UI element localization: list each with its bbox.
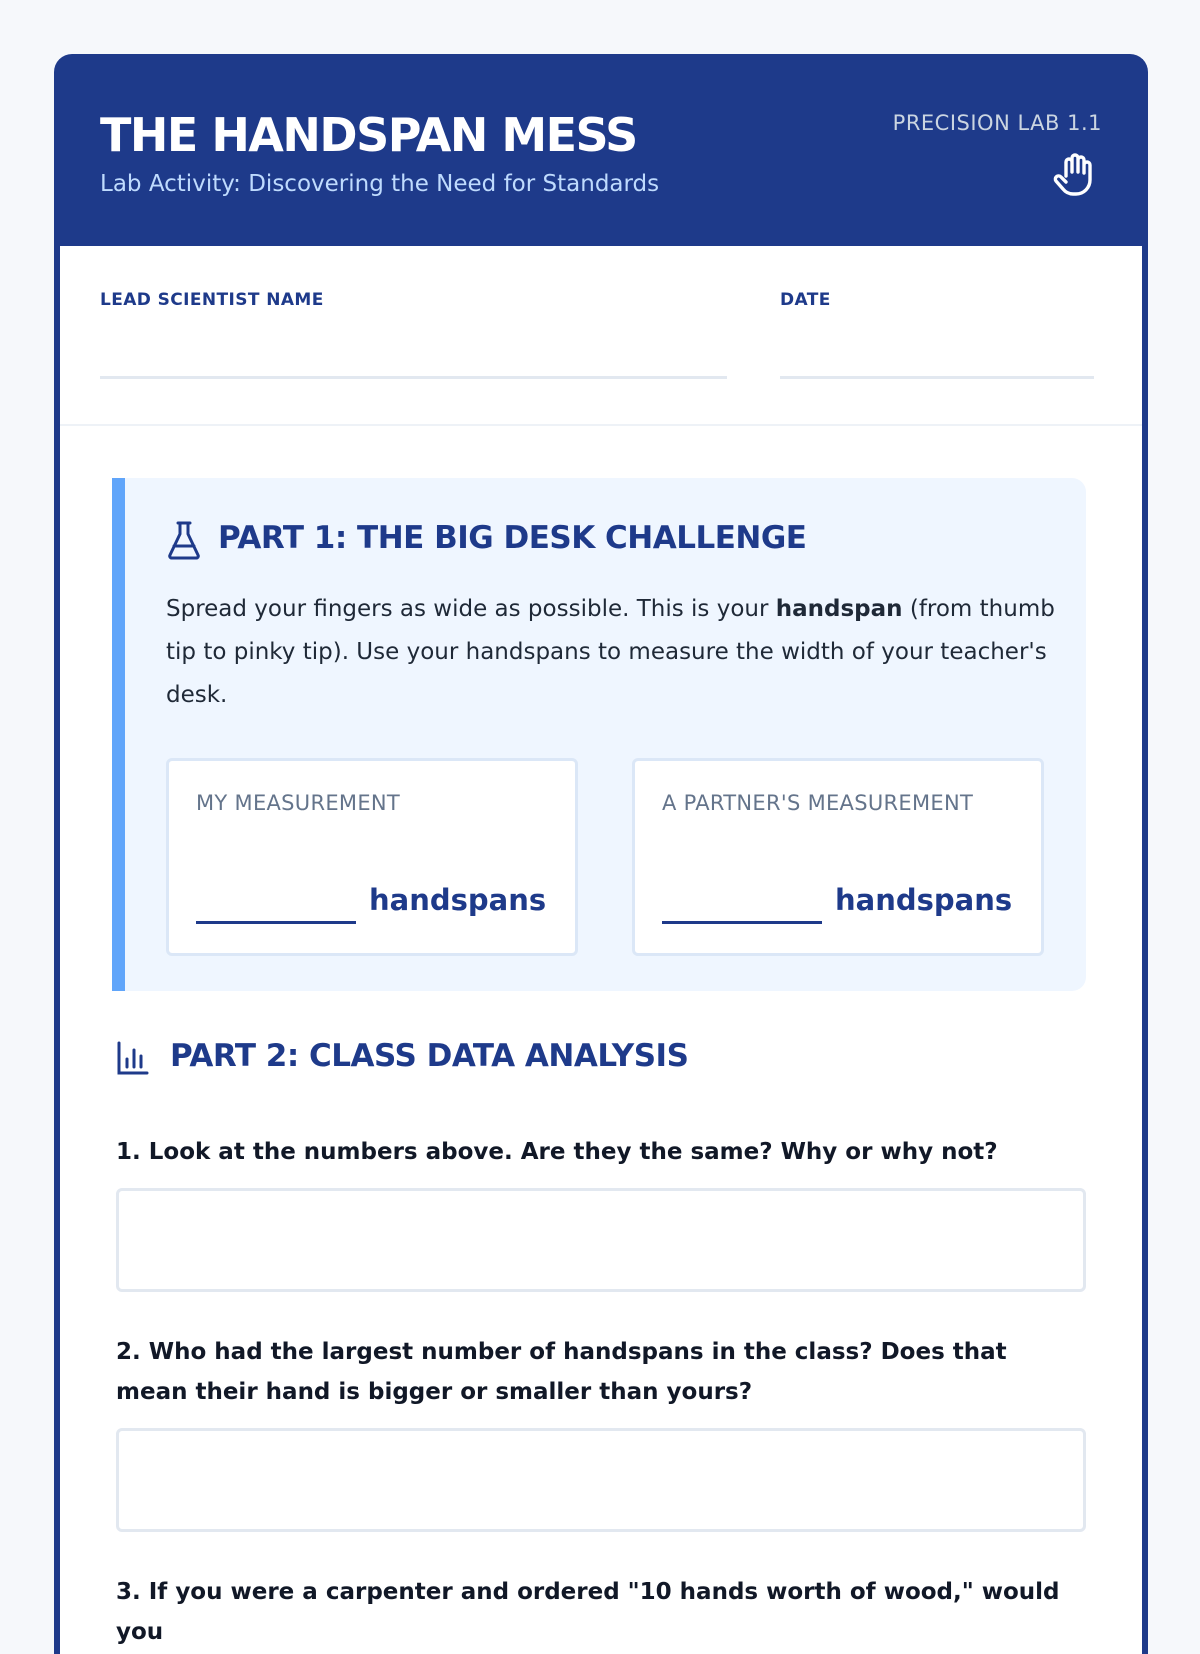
name-field[interactable]	[100, 376, 727, 379]
instructions-text: Spread your fingers as wide as possible. This is your	[166, 596, 776, 622]
question-1: 1. Look at the numbers above. Are they the same? Why or why not?	[116, 1139, 998, 1165]
my-measurement-box	[166, 758, 578, 956]
my-measurement-blank[interactable]	[196, 921, 356, 924]
measurement-unit: handspans	[369, 883, 547, 917]
part1-instructions	[166, 588, 1056, 717]
partner-measurement-box	[632, 758, 1044, 956]
date-field[interactable]	[780, 376, 1094, 379]
partner-measurement-blank[interactable]	[662, 921, 822, 924]
page-subtitle: Lab Activity: Discovering the Need for Standards	[100, 171, 660, 197]
part2-title: PART 2: CLASS DATA ANALYSIS	[170, 1038, 689, 1074]
lab-code: PRECISION LAB 1.1	[892, 111, 1102, 135]
part1-title: PART 1: THE BIG DESK CHALLENGE	[218, 520, 807, 556]
hand-icon	[1050, 148, 1102, 200]
part1-panel	[112, 478, 1086, 991]
answer-box-2[interactable]	[116, 1428, 1086, 1532]
header-banner	[60, 60, 1142, 246]
question-2: 2. Who had the largest number of handspans in the class? Does that mean their hand is bigger or smaller than yours?	[116, 1339, 1007, 1405]
page-title: THE HANDSPAN MESS	[100, 108, 637, 162]
panel-accent-bar	[112, 478, 125, 991]
name-label: LEAD SCIENTIST NAME	[100, 290, 324, 310]
measurement-label: A PARTNER'S MEASUREMENT	[662, 791, 974, 815]
student-info-row	[60, 246, 1142, 426]
instructions-text-rest: (from thumb tip to pinky tip). Use your handspans to measure the width of your teacher's desk.	[166, 596, 1055, 708]
measurement-label: MY MEASUREMENT	[196, 791, 401, 815]
date-label: DATE	[780, 290, 831, 310]
instructions-bold-term: handspan	[775, 596, 903, 622]
worksheet	[54, 54, 1148, 1654]
answer-box-1[interactable]	[116, 1188, 1086, 1292]
bar-chart-icon	[116, 1040, 150, 1076]
measurement-unit: handspans	[835, 883, 1013, 917]
flask-icon	[166, 520, 202, 560]
question-3: 3. If you were a carpenter and ordered "10 hands worth of wood," would you	[116, 1579, 1060, 1645]
